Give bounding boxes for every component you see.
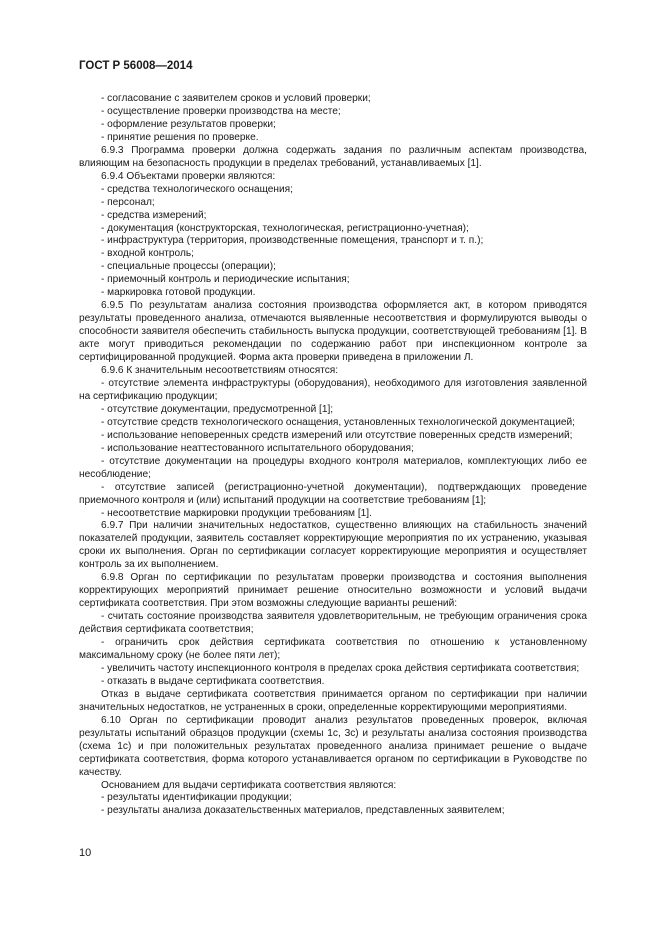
list-item: - отсутствие документации на процедуры входного контроля материалов, комплектующих либо ее несоблюдение;	[79, 455, 587, 480]
list-item: - результаты идентификации продукции;	[101, 792, 292, 804]
paragraph: 6.9.6 К значительным несоответствиям относятся:	[101, 365, 339, 377]
list-item: - приемочный контроль и периодические испытания;	[101, 274, 350, 286]
list-item: - средства измерений;	[101, 209, 207, 221]
list-item: - документация (конструкторская, технологическая, регистрационно-учетная);	[101, 222, 469, 234]
list-item: - использование неаттестованного испытательного оборудования;	[101, 442, 414, 454]
paragraph: Отказ в выдаче сертификата соответствия принимается органом по сертификации при наличии значительных недостатков, не устраненных в сроки, определенные корректирующими мероприятиями.	[79, 688, 587, 713]
list-item: - считать состояние производства заявителя удовлетворительным, не требующим ограничения срока действия сертификата соответствия;	[79, 611, 587, 636]
paragraph: Основанием для выдачи сертификата соответствия являются:	[101, 779, 397, 791]
list-item: - использование неповеренных средств измерений или отсутствие поверенных средств измерений;	[101, 429, 573, 441]
list-item: - отказать в выдаче сертификата соответствия.	[101, 675, 325, 687]
paragraph: 6.9.4 Объектами проверки являются:	[101, 170, 276, 182]
list-item: - отсутствие записей (регистрационно-учетной документации), подтверждающих проведение приемочного контроля и (или) испытаний продукции на соответствие требованиям [1];	[79, 481, 587, 506]
list-item: - средства технологического оснащения;	[101, 183, 293, 195]
list-item: - принятие решения по проверке.	[101, 131, 259, 143]
list-item: - персонал;	[101, 196, 155, 208]
paragraph: 6.9.5 По результатам анализа состояния производства оформляется акт, в котором приводятся результаты проведенного анализа, отмечаются выявленные несоответствия и формулируются выводы о способности заявителя обеспечить стабильность выпуска продукции, соответствующей требованиям [1]. В акте могут приводиться рекомендации по содержанию работ при инспекционном контроле за сертифицированной продукцией. Форма акта проверки приведена в приложении Л.	[79, 300, 587, 364]
list-item: - увеличить частоту инспекционного контроля в пределах срока действия сертификата соответствия;	[101, 662, 580, 674]
paragraph: 6.9.7 При наличии значительных недостатков, существенно влияющих на стабильность значений показателей продукции, заявитель составляет корректирующие мероприятия по их устранению, указывая сроки их выполнения. Орган по сертификации согласует корректирующие мероприятия и осуществляет контроль за их выполнением.	[79, 520, 587, 571]
list-item: - осуществление проверки производства на месте;	[101, 105, 341, 117]
page-body	[79, 93, 587, 818]
list-item: - согласование с заявителем сроков и условий проверки;	[101, 93, 371, 104]
paragraph: 6.9.3 Программа проверки должна содержать задания по различным аспектам производства, влияющим на безопасность продукции в пределах требований, устанавливаемых [1].	[79, 144, 587, 169]
list-item: - отсутствие средств технологического оснащения, установленных технологической документацией;	[101, 416, 575, 428]
list-item: - маркировка готовой продукции.	[101, 287, 256, 299]
document-header: ГОСТ Р 56008—2014	[79, 60, 193, 72]
list-item: - несоответствие маркировки продукции требованиям [1].	[101, 507, 372, 519]
list-item: - оформление результатов проверки;	[101, 118, 276, 130]
list-item: - результаты анализа доказательственных материалов, представленных заявителем;	[101, 805, 505, 817]
paragraph: 6.10 Орган по сертификации проводит анализ результатов проведенных проверок, включая результаты испытаний образцов продукции (схемы 1с, 3с) и результаты анализа состояния производства (схема 1с) и при положительных результатах проведенного анализа принимает решение о выдаче сертификата соответствия, форма которого устанавливается органом по сертификации в Руководстве по качеству.	[79, 714, 587, 778]
list-item: - инфраструктура (территория, производственные помещения, транспорт и т. п.);	[101, 235, 484, 247]
list-item: - ограничить срок действия сертификата соответствия по отношению к установленному максимальному сроку (не более пяти лет);	[79, 637, 587, 661]
page-number: 10	[79, 847, 92, 859]
list-item: - отсутствие документации, предусмотренной [1];	[101, 403, 334, 415]
list-item: - специальные процессы (операции);	[101, 261, 276, 273]
list-item: - входной контроль;	[101, 248, 194, 260]
paragraph: 6.9.8 Орган по сертификации по результатам проверки производства и состояния выполнения корректирующих мероприятий принимает решение относительно возможности и условий выдачи сертификата соответствия. При этом возможны следующие варианты решений:	[79, 572, 587, 610]
list-item: - отсутствие элемента инфраструктуры (оборудования), необходимого для изготовления заявленной на сертификацию продукции;	[79, 377, 587, 402]
